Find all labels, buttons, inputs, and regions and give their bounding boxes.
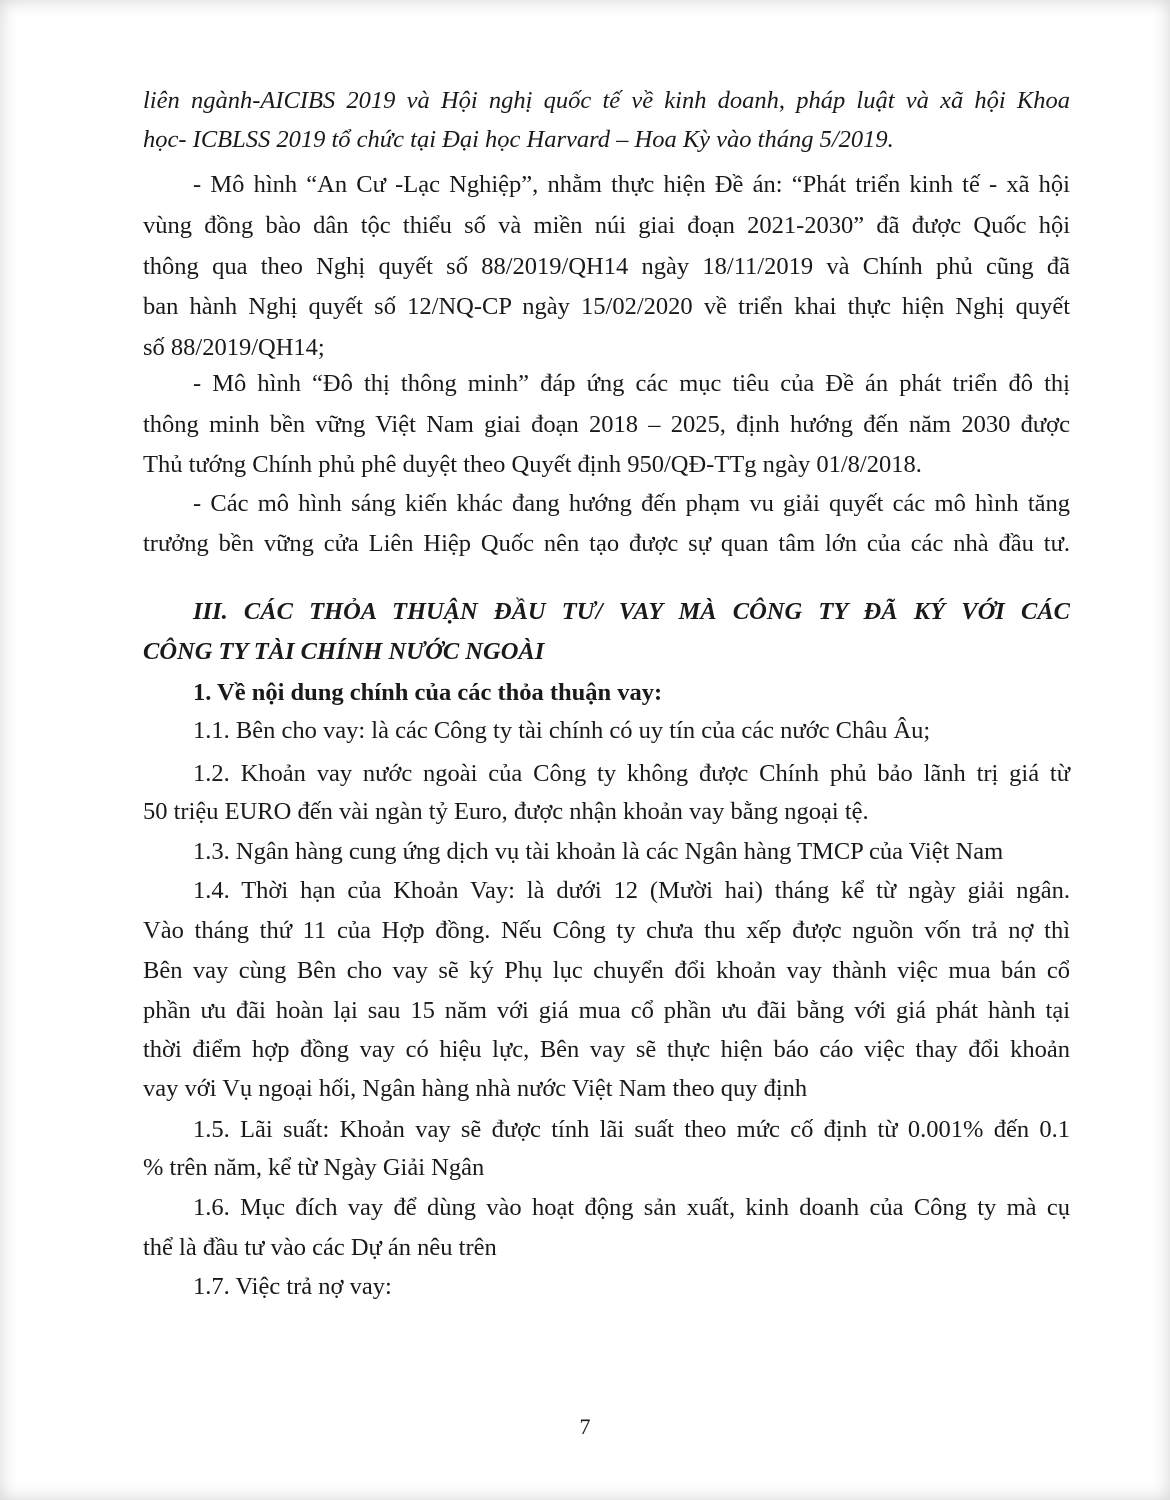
text-line: - Mô hình “Đô thị thông minh” đáp ứng các mục tiêu của Đề án phát triển đô thị: [193, 370, 1070, 397]
text-line: Bên vay cùng Bên cho vay sẽ ký Phụ lục chuyển đổi khoản vay thành việc mua bán cổ: [143, 957, 1070, 984]
text-line: 1.2. Khoản vay nước ngoài của Công ty không được Chính phủ bảo lãnh trị giá từ: [193, 760, 1070, 787]
text-line: vay với Vụ ngoại hối, Ngân hàng nhà nước Việt Nam theo quy định: [143, 1075, 808, 1102]
text-line: liên ngành-AICIBS 2019 và Hội nghị quốc tế về kinh doanh, pháp luật và xã hội Khoa: [143, 87, 1070, 114]
text-line: 1.3. Ngân hàng cung ứng dịch vụ tài khoản là các Ngân hàng TMCP của Việt Nam: [193, 838, 1004, 865]
text-line: thông qua theo Nghị quyết số 88/2019/QH14 ngày 18/11/2019 và Chính phủ cũng đã: [143, 253, 1070, 280]
text-line: ban hành Nghị quyết số 12/NQ-CP ngày 15/02/2020 về triển khai thực hiện Nghị quyết: [143, 293, 1070, 320]
text-line: 50 triệu EURO đến vài ngàn tỷ Euro, được nhận khoản vay bằng ngoại tệ.: [143, 798, 869, 825]
text-line: Vào tháng thứ 11 của Hợp đồng. Nếu Công ty chưa thu xếp được nguồn vốn trả nợ thì: [143, 917, 1070, 944]
text-line: vùng đồng bào dân tộc thiểu số và miền núi giai đoạn 2021-2030” đã được Quốc hội: [143, 212, 1070, 239]
section-heading: III. CÁC THỎA THUẬN ĐẦU TƯ/ VAY MÀ CÔNG TY ĐÃ KÝ VỚI CÁC: [193, 598, 1070, 625]
text-line: phần ưu đãi hoàn lại sau 15 năm với giá mua cổ phần ưu đãi bằng với giá phát hành tại: [143, 997, 1070, 1024]
text-line: thể là đầu tư vào các Dự án nêu trên: [143, 1234, 497, 1261]
section-heading: CÔNG TY TÀI CHÍNH NƯỚC NGOÀI: [143, 638, 545, 665]
text-line: thời điểm hợp đồng vay có hiệu lực, Bên vay sẽ thực hiện báo cáo việc thay đổi khoản: [143, 1036, 1070, 1063]
text-line: trưởng bền vững cửa Liên Hiệp Quốc nên tạo được sự quan tâm lớn của các nhà đầu tư.: [143, 530, 1070, 557]
page-number: 7: [579, 1414, 591, 1439]
text-line: 1.4. Thời hạn của Khoản Vay: là dưới 12 (Mười hai) tháng kể từ ngày giải ngân.: [193, 877, 1070, 904]
subsection-heading: 1. Về nội dung chính của các thỏa thuận vay:: [193, 679, 663, 706]
text-line: Thủ tướng Chính phủ phê duyệt theo Quyết định 950/QĐ-TTg ngày 01/8/2018.: [143, 451, 922, 478]
text-line: số 88/2019/QH14;: [143, 334, 325, 361]
text-line: 1.7. Việc trả nợ vay:: [193, 1273, 392, 1300]
text-line: thông minh bền vững Việt Nam giai đoạn 2018 – 2025, định hướng đến năm 2030 được: [143, 411, 1070, 438]
text-line: học- ICBLSS 2019 tổ chức tại Đại học Harvard – Hoa Kỳ vào tháng 5/2019.: [143, 126, 894, 153]
text-line: 1.6. Mục đích vay để dùng vào hoạt động sản xuất, kinh doanh của Công ty mà cụ: [193, 1194, 1070, 1221]
text-line: 1.5. Lãi suất: Khoản vay sẽ được tính lãi suất theo mức cố định từ 0.001% đến 0.1: [193, 1116, 1070, 1143]
text-line: - Các mô hình sáng kiến khác đang hướng đến phạm vu giải quyết các mô hình tăng: [193, 490, 1070, 517]
text-line: 1.1. Bên cho vay: là các Công ty tài chính có uy tín của các nước Châu Âu;: [193, 717, 931, 744]
text-line: - Mô hình “An Cư -Lạc Nghiệp”, nhằm thực hiện Đề án: “Phát triển kinh tế - xã hội: [193, 171, 1070, 198]
text-line: % trên năm, kể từ Ngày Giải Ngân: [143, 1154, 485, 1181]
